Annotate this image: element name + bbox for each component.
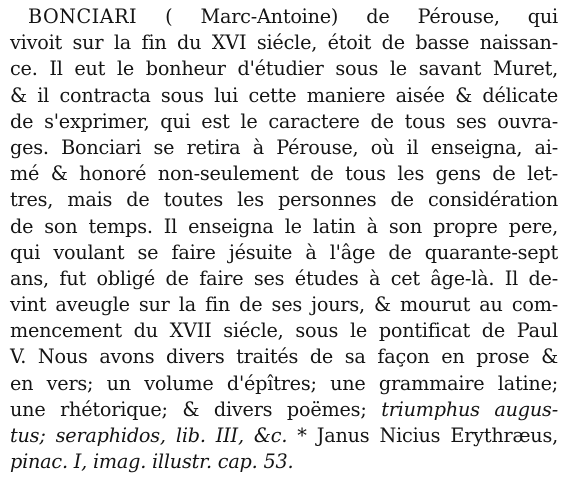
text-line-3: ce. Il eut le bonheur d'étudier sous le savant Muret,: [10, 57, 558, 81]
text-line-4: & il contracta sous lui cette maniere aisée & délicate: [10, 83, 558, 107]
text-line-17: [10, 423, 558, 449]
dictionary-entry-bonciari: [10, 4, 558, 475]
text-line-6: ges. Bonciari se retira à Pérouse, où il enseigna, ai-: [10, 135, 558, 159]
text-line-18: pinac. I, imag. illustr. cap. 53.: [10, 450, 294, 474]
text-line-8: tres, mais de toutes les personnes de considération: [10, 188, 558, 212]
text-line-9: de son temps. Il enseigna le latin à son propre pere,: [10, 214, 558, 238]
text-line-14: V. Nous avons divers traités de sa façon en prose &: [10, 345, 558, 369]
headword: BONCIARI: [28, 5, 138, 28]
text-line-16-roman: une rhétorique; & divers poëmes;: [10, 397, 382, 421]
text-line-5: de s'exprimer, qui est le caractere de tous ses ouvra-: [10, 109, 558, 133]
text-line-2: vivoit sur la fin du XVI siécle, étoit de basse naissan-: [10, 31, 558, 55]
text-line-13: mencement du XVII siécle, sous le pontificat de Paul: [10, 319, 558, 343]
text-line-15: en vers; un volume d'épîtres; une grammaire latine;: [10, 371, 558, 395]
text-line-11: ans, fut obligé de faire ses études à cet âge-là. Il de-: [10, 266, 558, 290]
text-line-17-roman: * Janus Nicius Erythræus,: [287, 424, 558, 447]
text-line-12: vint aveugle sur la fin de ses jours, & mourut au com-: [10, 293, 558, 317]
text-line-16-italic: triumphus augus-: [381, 397, 558, 421]
text-line-16: [10, 397, 558, 423]
text-line-7: mé & honoré non-seulement de tous les gens de let-: [10, 162, 558, 186]
text-line-1: [10, 4, 558, 30]
text-line-10: qui voulant se faire jésuite à l'âge de quarante-sept: [10, 240, 558, 264]
headword-gloss: ( Marc-Antoine) de Pérouse, qui: [137, 5, 558, 28]
text-line-17-italic: tus; seraphidos, lib. III, &c.: [10, 424, 288, 447]
